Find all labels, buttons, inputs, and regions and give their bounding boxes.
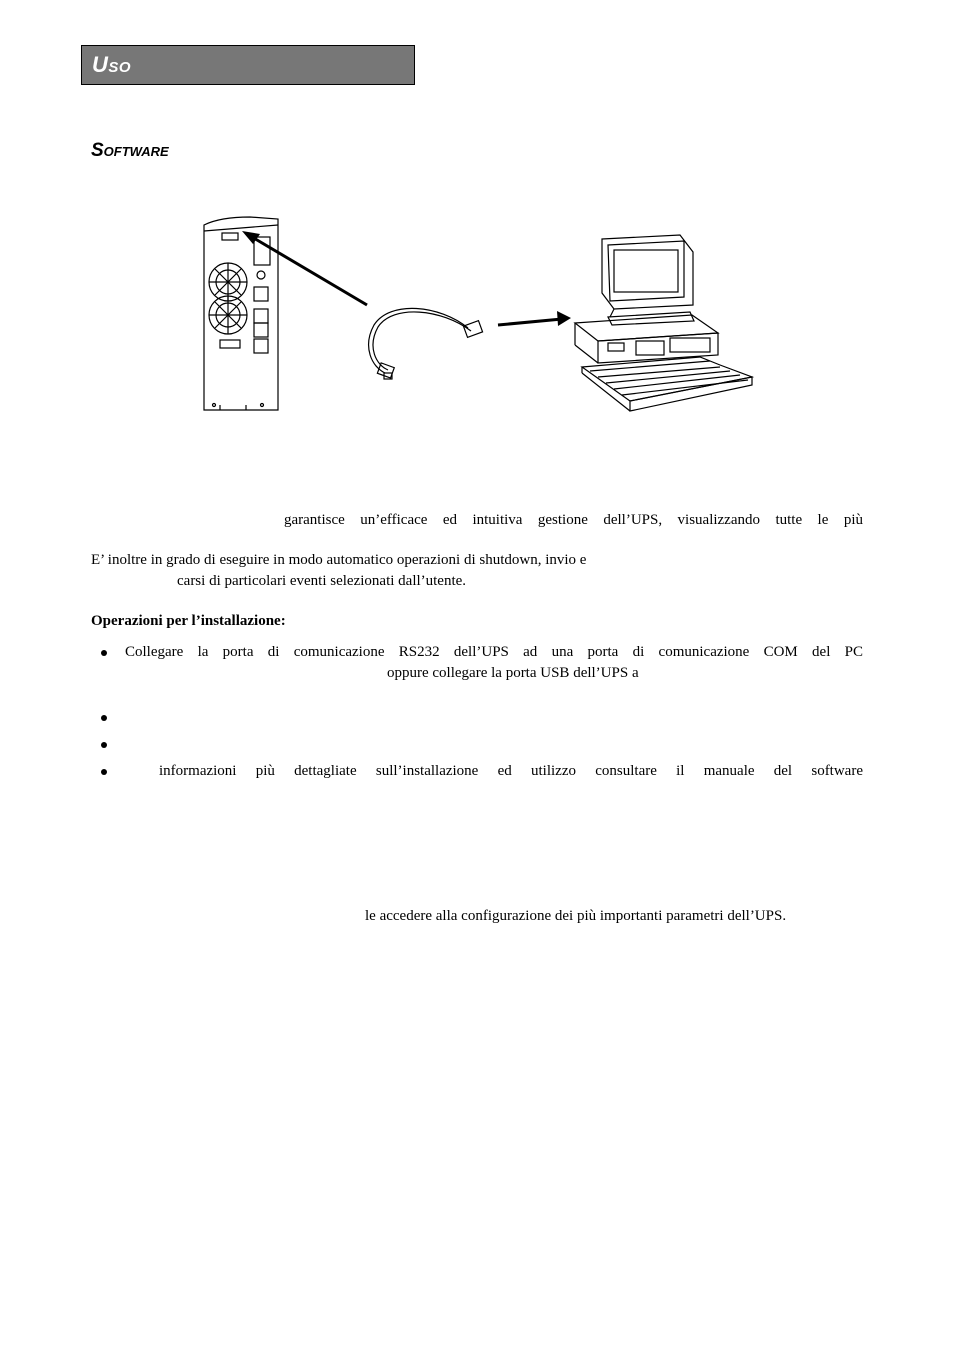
- page-title: Uso: [92, 52, 132, 77]
- bullet-icon: [101, 650, 107, 656]
- paragraph-shutdown-line2: carsi di particolari eventi selezionati dall’utente.: [177, 573, 467, 589]
- section-title: Software: [91, 140, 169, 161]
- connection-diagram: [190, 205, 770, 420]
- bullet-icon: [101, 715, 107, 721]
- paragraph-shutdown-line1: E’ inoltre in grado di eseguire in modo automatico operazioni di shutdown, invio e: [91, 552, 587, 568]
- computer-icon: [575, 235, 752, 411]
- paragraph-software-description: garantisce un’efficace ed intuitiva gestione dell’UPS, visualizzando tutte le più: [284, 512, 863, 528]
- paragraph-configuration: le accedere alla configurazione dei più importanti parametri dell’UPS.: [365, 908, 787, 924]
- bullet-icon: [101, 769, 107, 775]
- arrow-to-pc-icon: [498, 311, 571, 326]
- arrow-to-ups-icon: [242, 231, 367, 305]
- install-step-1-line2: oppure collegare la porta USB dell’UPS a: [387, 665, 639, 681]
- install-heading: Operazioni per l’installazione:: [91, 613, 286, 629]
- bullet-icon: [101, 742, 107, 748]
- install-step-4-line1: informazioni più dettagliate sull’installazione ed utilizzo consultare il manuale del software: [159, 763, 863, 779]
- serial-cable-icon: [369, 308, 483, 379]
- install-step-1-line1: Collegare la porta di comunicazione RS232 dell’UPS ad una porta di comunicazione COM del PC: [125, 644, 863, 660]
- page-header-box: [81, 45, 415, 85]
